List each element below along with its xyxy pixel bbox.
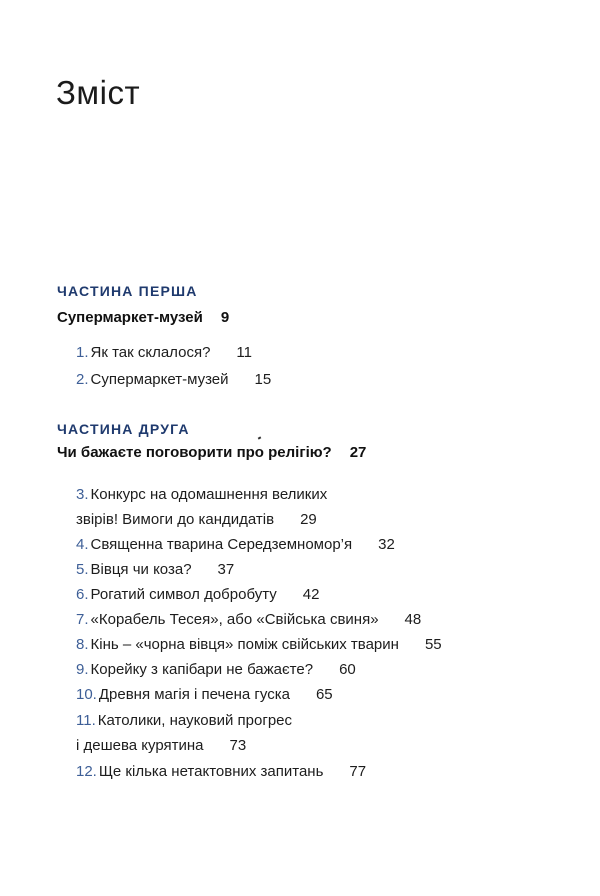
- toc-entry-1[interactable]: [76, 341, 252, 365]
- chapter-number: 8.: [76, 636, 89, 653]
- chapter-page-number: 37: [217, 561, 235, 578]
- toc-entry-6[interactable]: [76, 583, 319, 607]
- chapter-page-number: 55: [424, 636, 442, 653]
- chapter-number: 5.: [76, 561, 89, 578]
- chapter-page-number: 11: [236, 344, 252, 361]
- chapter-title: Рогатий символ добробуту: [90, 586, 277, 603]
- chapter-page-number: 77: [349, 763, 367, 780]
- chapter-title: Вівця чи коза?: [90, 561, 192, 578]
- chapter-title: Корейку з капібари не бажаєте?: [90, 661, 314, 678]
- chapter-title: Ще кілька нетактовних запитань: [98, 763, 324, 780]
- toc-entry-2[interactable]: [76, 368, 271, 392]
- chapter-page-number: 60: [339, 661, 356, 678]
- chapter-title: Древня магія і печена гуска: [98, 686, 290, 703]
- chapter-page-number: 48: [404, 611, 422, 628]
- chapter-title: «Корабель Тесея», або «Свійська свиня»: [90, 611, 379, 628]
- chapter-page-number: 15: [254, 371, 272, 388]
- toc-entry-3[interactable]: [76, 483, 327, 507]
- chapter-number: 7.: [76, 611, 89, 628]
- ink-speck: [258, 436, 262, 439]
- toc-entry-8[interactable]: [76, 633, 442, 657]
- part-two-label: ЧАСТИНА ДРУГА: [57, 421, 190, 437]
- part-page-number: 9: [220, 309, 230, 326]
- part-page-number: 27: [349, 444, 367, 461]
- chapter-number: 11.: [76, 712, 96, 729]
- part-one-title[interactable]: [57, 309, 229, 326]
- toc-entry-9[interactable]: [76, 658, 356, 682]
- chapter-title-line-1: Католики, науковий прогрес: [97, 712, 293, 729]
- chapter-number: 3.: [76, 486, 89, 503]
- chapter-title: Кінь – «чорна вівця» поміж свійських тварин: [90, 636, 399, 653]
- chapter-number: 4.: [76, 536, 89, 553]
- chapter-number: 6.: [76, 586, 89, 603]
- chapter-title: Як так склалося?: [90, 344, 211, 361]
- toc-entry-11[interactable]: [76, 709, 292, 733]
- page-title: Зміст: [56, 74, 141, 111]
- toc-entry-5[interactable]: [76, 558, 234, 582]
- chapter-page-number: 65: [315, 686, 333, 703]
- toc-entry-12[interactable]: [76, 760, 366, 784]
- chapter-number: 12.: [76, 763, 97, 780]
- chapter-number: 9.: [76, 661, 89, 678]
- chapter-number: 10.: [76, 686, 97, 703]
- chapter-page-number: 32: [378, 536, 395, 553]
- toc-entry-10[interactable]: [76, 683, 333, 707]
- toc-entry-7[interactable]: [76, 608, 421, 632]
- chapter-title-line-2: звірів! Вимоги до кандидатів: [76, 511, 275, 528]
- toc-entry-11-continued[interactable]: [76, 734, 246, 758]
- chapter-title: Супермаркет-музей: [90, 371, 229, 388]
- chapter-number: 1.: [76, 344, 89, 361]
- chapter-title-line-1: Конкурс на одомашнення великих: [90, 486, 328, 503]
- chapter-page-number: 73: [229, 737, 247, 754]
- chapter-page-number: 42: [302, 586, 320, 603]
- part-two-title[interactable]: [57, 444, 366, 461]
- part-one-label: ЧАСТИНА ПЕРША: [57, 283, 198, 299]
- toc-entry-3-continued[interactable]: [76, 508, 317, 532]
- chapter-title-line-2: і дешева курятина: [76, 737, 204, 754]
- chapter-page-number: 29: [300, 511, 317, 528]
- part-title-text: Чи бажаєте поговорити про релігію?: [57, 444, 332, 461]
- chapter-number: 2.: [76, 371, 89, 388]
- part-title-text: Супермаркет-музей: [57, 309, 203, 326]
- chapter-title: Священна тварина Середземномор’я: [90, 536, 353, 553]
- toc-entry-4[interactable]: [76, 533, 395, 557]
